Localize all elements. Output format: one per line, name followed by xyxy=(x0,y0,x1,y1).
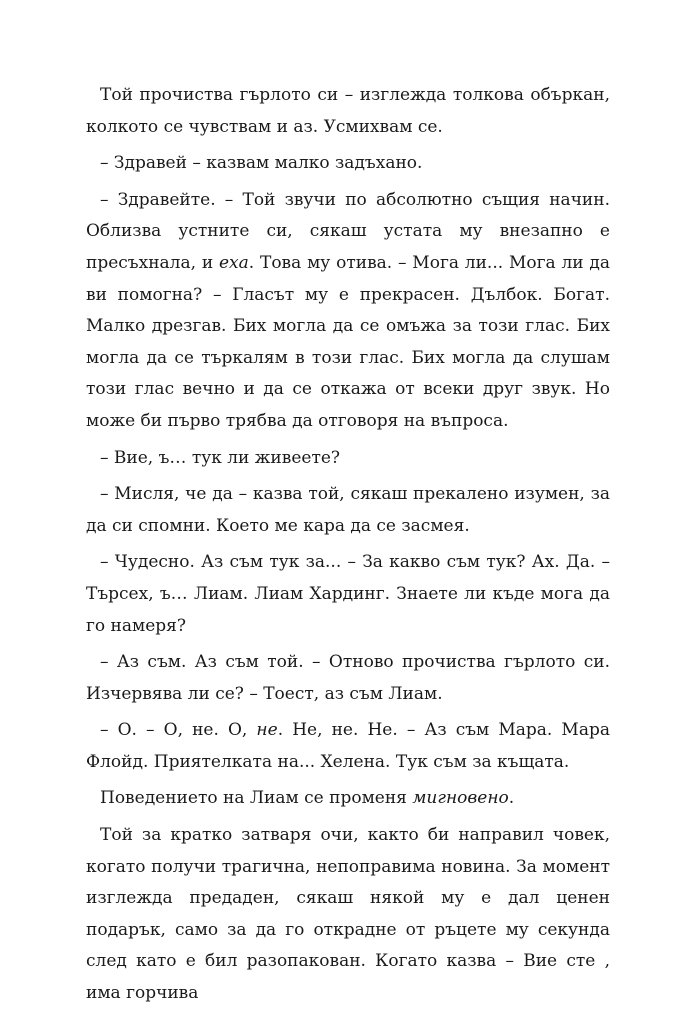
text-segment: – Аз съм. Аз съм той. – Отново прочиства гърлото си. Изчервява ли се? – Тоест, аз съм Лиам. xyxy=(86,652,610,704)
text-segment: – Мисля, че да – казва той, сякаш прекалено изумен, за да си спомни. Което ме кара да се засмея. xyxy=(86,484,610,536)
paragraph xyxy=(86,647,610,710)
paragraph xyxy=(86,783,610,815)
text-segment: – Здравейте. – Той звучи по абсолютно същия начин. Облизва устните си, сякаш устата му внезапно е пресъхнала, и xyxy=(86,189,610,273)
text-segment: Той за кратко затваря очи, както би направил човек, когато получи трагична, непоправима новина. За момент изглежда предаден, сякаш някой му е дал ценен подарък, само за да го открадне от ръцете му секунда след като е бил разопакован. Когато казва – Вие сте , има горчива xyxy=(86,825,610,1004)
paragraph xyxy=(86,185,610,438)
text-segment: – Вие, ъ… тук ли живеете? xyxy=(100,447,341,468)
italic-text: мигновено xyxy=(412,788,509,809)
text-segment: – Чудесно. Аз съм тук за... – За какво съм тук? Ах. Да. – Търсех, ъ… Лиам. Лиам Хардинг. Знаете ли къде мога да го намеря? xyxy=(86,552,610,636)
paragraph xyxy=(86,820,610,1010)
italic-text: еха xyxy=(218,252,249,273)
book-page xyxy=(86,80,610,1015)
paragraph xyxy=(86,443,610,475)
text-segment: . xyxy=(508,788,515,809)
paragraph xyxy=(86,547,610,642)
text-segment: Той прочиства гърлото си – изглежда толкова объркан, колкото се чувствам и аз. Усмихвам се. xyxy=(86,85,610,137)
text-segment: – О. – О, не. О, xyxy=(100,720,257,741)
paragraph xyxy=(86,715,610,778)
paragraph xyxy=(86,80,610,143)
text-segment: – Здравей – казвам малко задъхано. xyxy=(100,153,423,174)
paragraph xyxy=(86,479,610,542)
text-segment: . Не, не. Не. – Аз съм Мара. Мара Флойд. Приятелката на... Хелена. Тук съм за къщата. xyxy=(86,720,610,772)
paragraph xyxy=(86,148,610,180)
italic-text: не xyxy=(256,720,278,741)
text-segment: . Това му отива. – Мога ли... Мога ли да ви помогна? – Гласът му е прекрасен. Дълбок. Богат. Малко дрезгав. Бих могла да се омъжа за този глас. Бих могла да се търкалям в този глас. Бих могла да слушам този глас вечно и да се откажа от всеки друг звук. Но може би първо трябва да отговоря на въпроса. xyxy=(86,252,610,431)
text-segment: Поведението на Лиам се променя xyxy=(100,788,413,809)
